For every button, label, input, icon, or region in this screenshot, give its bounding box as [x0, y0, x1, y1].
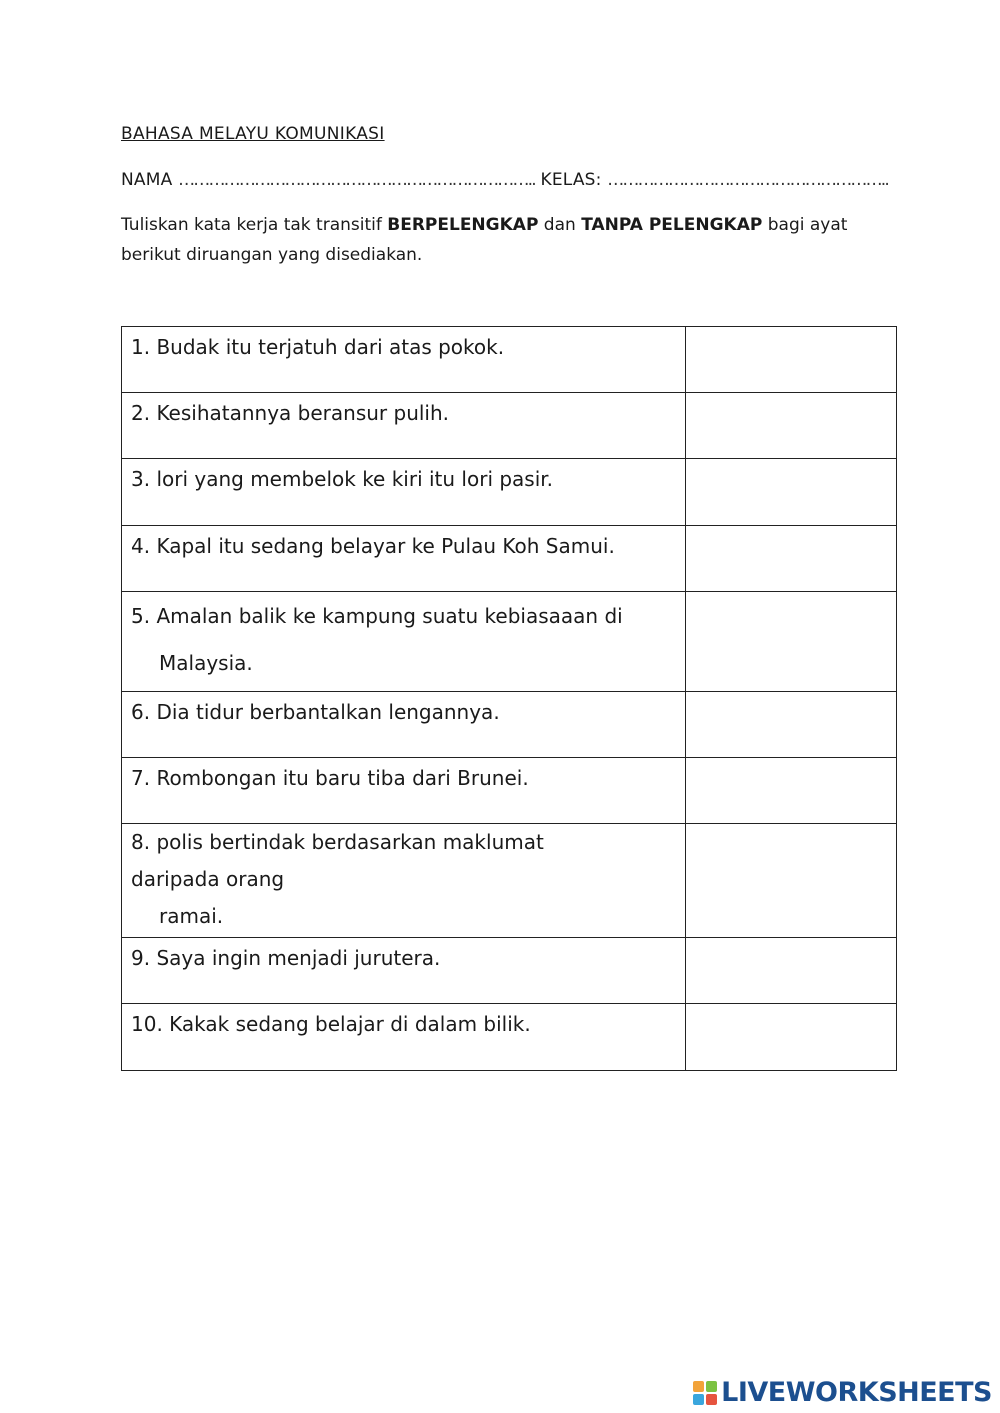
answer-cell[interactable] [686, 758, 897, 824]
question-cell [122, 393, 686, 459]
name-label: NAMA [121, 170, 173, 190]
table-row [122, 459, 897, 526]
question-cell [122, 824, 686, 938]
question-text: 3. lori yang membelok ke kiri itu lori pasir. [131, 467, 554, 491]
answer-cell[interactable] [686, 327, 897, 393]
answer-cell[interactable] [686, 692, 897, 758]
question-text-continued: ramai. [159, 904, 224, 928]
student-info-line [121, 170, 888, 190]
question-cell [122, 327, 686, 393]
answer-input[interactable] [686, 758, 896, 787]
liveworksheets-logo-icon [693, 1381, 717, 1405]
class-blank: ……………………………………………….. [607, 170, 889, 190]
answer-input[interactable] [686, 327, 896, 356]
question-text: 9. Saya ingin menjadi jurutera. [131, 946, 441, 970]
question-cell [122, 592, 686, 692]
table-row [122, 393, 897, 459]
worksheet-title: BAHASA MELAYU KOMUNIKASI [121, 124, 385, 144]
question-text: 4. Kapal itu sedang belayar ke Pulau Koh Samui. [131, 534, 615, 558]
answer-input[interactable] [686, 459, 896, 488]
question-cell [122, 459, 686, 526]
table-row [122, 1004, 897, 1071]
question-text: 5. Amalan balik ke kampung suatu kebiasaaan di [131, 604, 623, 628]
question-text-continued: daripada orang [131, 867, 285, 891]
question-cell [122, 692, 686, 758]
question-cell [122, 1004, 686, 1071]
answer-input[interactable] [686, 393, 896, 422]
table-row [122, 938, 897, 1004]
answer-input[interactable] [686, 592, 896, 621]
table-row [122, 692, 897, 758]
answer-cell[interactable] [686, 938, 897, 1004]
answer-cell[interactable] [686, 393, 897, 459]
instructions-text-2: dan [538, 215, 582, 235]
answer-cell[interactable] [686, 592, 897, 692]
question-text-continued: Malaysia. [159, 651, 253, 675]
answer-cell[interactable] [686, 459, 897, 526]
question-table [121, 326, 897, 1071]
name-blank: …………………………………………………………….. [178, 170, 535, 190]
liveworksheets-logo-text: LIVEWORKSHEETS [721, 1377, 992, 1408]
class-label: KELAS: [540, 170, 602, 190]
answer-cell[interactable] [686, 1004, 897, 1071]
answer-cell[interactable] [686, 824, 897, 938]
instructions [121, 210, 891, 270]
answer-cell[interactable] [686, 526, 897, 592]
question-text: 2. Kesihatannya beransur pulih. [131, 401, 450, 425]
question-text: 7. Rombongan itu baru tiba dari Brunei. [131, 766, 529, 790]
instructions-text-3: bagi ayat berikut diruangan yang disediakan. [121, 215, 848, 265]
table-row [122, 592, 897, 692]
question-text: 10. Kakak sedang belajar di dalam bilik. [131, 1012, 531, 1036]
answer-input[interactable] [686, 938, 896, 967]
question-cell [122, 526, 686, 592]
instructions-text-1: Tuliskan kata kerja tak transitif [121, 215, 388, 235]
table-row [122, 824, 897, 938]
answer-input[interactable] [686, 1004, 896, 1033]
table-row [122, 526, 897, 592]
answer-input[interactable] [686, 526, 896, 555]
instructions-bold-1: BERPELENGKAP [387, 215, 539, 235]
table-row [122, 327, 897, 393]
question-cell [122, 758, 686, 824]
liveworksheets-logo[interactable] [693, 1377, 992, 1408]
question-cell [122, 938, 686, 1004]
instructions-bold-2: TANPA PELENGKAP [581, 215, 763, 235]
question-text: 6. Dia tidur berbantalkan lengannya. [131, 700, 500, 724]
table-row [122, 758, 897, 824]
question-text: 8. polis bertindak berdasarkan maklumat [131, 830, 544, 854]
question-text: 1. Budak itu terjatuh dari atas pokok. [131, 335, 505, 359]
answer-input[interactable] [686, 824, 896, 853]
answer-input[interactable] [686, 692, 896, 721]
